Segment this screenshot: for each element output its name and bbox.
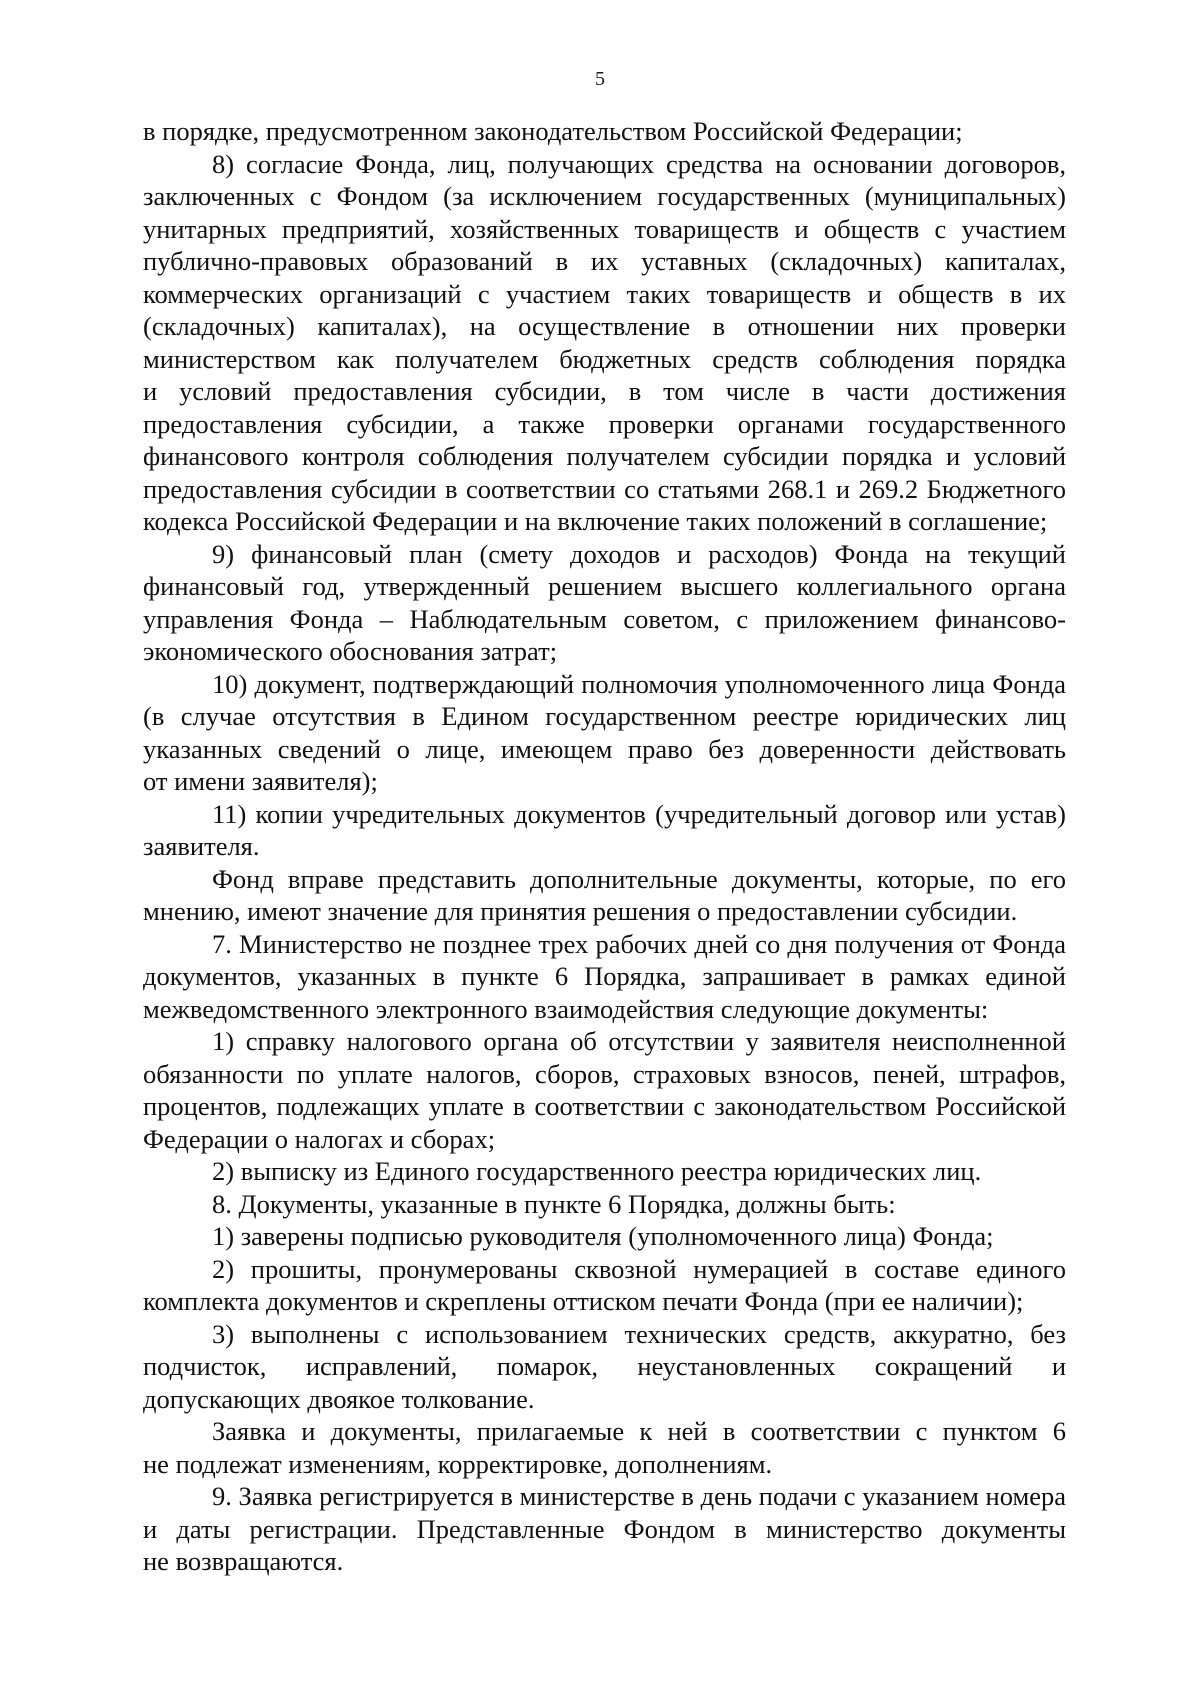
text-line: публично-правовых образований в их уставных (складочных) капиталах, bbox=[143, 246, 1066, 276]
text-line: допускающих двоякое толкование. bbox=[143, 1383, 535, 1414]
text-line: 8) согласие Фонда, лиц, получающих средства на основании договоров, bbox=[212, 148, 1066, 179]
text-line: финансовый год, утвержденный решением высшего коллегиального органа bbox=[143, 571, 1066, 601]
text-line: не возвращаются. bbox=[143, 1546, 344, 1576]
text-line: указанных сведений о лице, имеющем право без доверенности действовать bbox=[143, 733, 1066, 764]
text-line: (складочных) капиталах), на осуществление в отношении них проверки bbox=[143, 311, 1066, 341]
text-line: унитарных предприятий, хозяйственных товариществ и обществ с участием bbox=[143, 213, 1066, 244]
text-line: кодекса Российской Федерации и на включение таких положений в соглашение; bbox=[143, 506, 1048, 536]
text-line: министерством как получателем бюджетных средств соблюдения порядка bbox=[143, 343, 1066, 374]
text-line: обязанности по уплате налогов, сборов, страховых взносов, пеней, штрафов, bbox=[143, 1058, 1066, 1089]
text-line: 10) документ, подтверждающий полномочия уполномоченного лица Фонда bbox=[212, 668, 1066, 699]
text-line: межведомственного электронного взаимодействия следующие документы: bbox=[143, 993, 989, 1024]
document-body bbox=[143, 115, 1066, 1578]
text-line: 9) финансовый план (смету доходов и расходов) Фонда на текущий bbox=[212, 538, 1066, 569]
text-line: предоставления субсидии в соответствии со статьями 268.1 и 269.2 Бюджетного bbox=[143, 473, 1066, 504]
text-line: 3) выполнены с использованием технических средств, аккуратно, без bbox=[212, 1318, 1066, 1349]
text-line: 1) справку налогового органа об отсутствии у заявителя неисполненной bbox=[212, 1026, 1066, 1056]
text-line: управления Фонда – Наблюдательным советом, с приложением финансово- bbox=[143, 603, 1066, 634]
text-line: 8. Документы, указанные в пункте 6 Порядка, должны быть: bbox=[212, 1188, 896, 1219]
text-line: и условий предоставления субсидии, в том числе в части достижения bbox=[143, 376, 1066, 406]
text-line: и даты регистрации. Представленные Фондом в министерство документы bbox=[143, 1513, 1066, 1544]
text-line: 2) прошиты, пронумерованы сквозной нумерацией в составе единого bbox=[212, 1253, 1066, 1284]
text-line: Федерации о налогах и сборах; bbox=[143, 1123, 496, 1154]
text-line: от имени заявителя); bbox=[143, 766, 378, 796]
page-number: 5 bbox=[595, 68, 605, 90]
text-line: 1) заверены подписью руководителя (уполномоченного лица) Фонда; bbox=[212, 1221, 994, 1251]
text-line: коммерческих организаций с участием таких товариществ и обществ в их bbox=[143, 278, 1066, 309]
text-line: подчисток, исправлений, помарок, неустановленных сокращений и bbox=[143, 1351, 1066, 1381]
text-line: процентов, подлежащих уплате в соответствии с законодательством Российской bbox=[143, 1091, 1066, 1121]
text-line: 7. Министерство не позднее трех рабочих дней со дня получения от Фонда bbox=[212, 928, 1066, 959]
text-line: не подлежат изменениям, корректировке, дополнениям. bbox=[143, 1448, 773, 1479]
text-line: Заявка и документы, прилагаемые к ней в соответствии с пунктом 6 bbox=[212, 1416, 1066, 1446]
text-line: Фонд вправе представить дополнительные документы, которые, по его bbox=[212, 863, 1066, 894]
text-line: экономического обоснования затрат; bbox=[143, 636, 558, 666]
text-line: 9. Заявка регистрируется в министерстве в день подачи с указанием номера bbox=[212, 1481, 1066, 1511]
text-line: документов, указанных в пункте 6 Порядка, запрашивает в рамках единой bbox=[143, 961, 1066, 991]
text-line: комплекта документов и скреплены оттиском печати Фонда (при ее наличии); bbox=[143, 1286, 1024, 1316]
text-line: заявителя. bbox=[143, 831, 260, 861]
text-line: мнению, имеют значение для принятия решения о предоставлении субсидии. bbox=[143, 896, 1018, 926]
text-line: 11) копии учредительных документов (учредительный договор или устав) bbox=[212, 798, 1066, 829]
text-line: в порядке, предусмотренном законодательством Российской Федерации; bbox=[143, 116, 963, 146]
text-line: заключенных с Фондом (за исключением государственных (муниципальных) bbox=[143, 181, 1066, 211]
text-line: (в случае отсутствия в Едином государственном реестре юридических лиц bbox=[143, 701, 1066, 731]
text-line: предоставления субсидии, а также проверки органами государственного bbox=[143, 408, 1066, 439]
text-line: финансового контроля соблюдения получателем субсидии порядка и условий bbox=[143, 441, 1066, 471]
text-line: 2) выписку из Единого государственного реестра юридических лиц. bbox=[212, 1156, 982, 1186]
